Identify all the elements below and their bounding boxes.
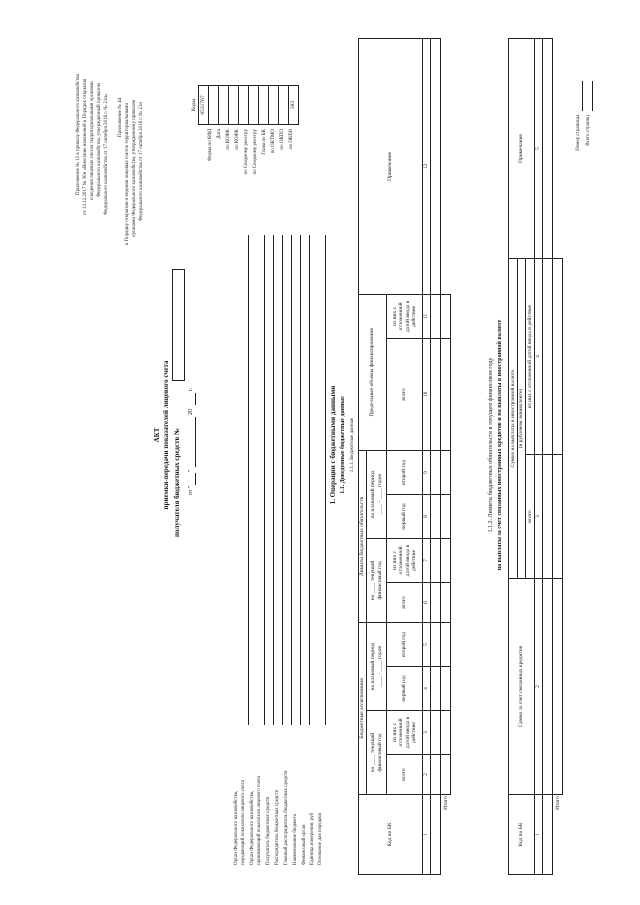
approval-line: Федерального казначейства, утвержденный приказом — [97, 83, 102, 197]
table-row[interactable] — [543, 39, 553, 875]
org-label: Финансовый орган — [302, 824, 307, 865]
section-1-1-title: 1.1. Доведенные бюджетные данные — [340, 396, 346, 494]
code-kofk-2[interactable] — [229, 86, 239, 125]
total-row-2 — [553, 39, 563, 875]
col-num: 3 — [535, 455, 543, 579]
code-date[interactable] — [209, 86, 219, 125]
column-numbers-row-2 — [535, 39, 543, 875]
code-reestr-1[interactable] — [239, 86, 249, 125]
date-mid: " — [188, 469, 194, 472]
code-label: по ОКЕИ — [289, 129, 294, 150]
col-num: 9 — [423, 450, 431, 494]
codes-header: Коды — [190, 98, 197, 112]
th-lbo-iznih: из них с отложенной датой ввода в действие — [387, 538, 423, 582]
th-note: Примечание — [359, 38, 423, 294]
approval-line: Федерального казначейства от 17 октября 2016 г. № 21н» — [104, 93, 109, 215]
th2-total: всего — [526, 455, 535, 579]
appendix-line: к Порядку открытия и ведения лицевых счетов территориальными — [125, 102, 130, 245]
th2-foreign: Сумма на выплаты в иностранной валюте — [509, 259, 518, 579]
okud-value: 0531767 — [199, 86, 209, 125]
budget-data-table — [358, 38, 451, 875]
th2-rub: (в рублевом эквиваленте) — [518, 259, 526, 579]
table-row[interactable] — [431, 38, 441, 874]
date-prefix: от " — [188, 485, 194, 495]
org-label: Орган Федерального казначейства, — [250, 790, 255, 865]
th-budget-allocations: Бюджетные ассигнования — [359, 622, 367, 794]
org-label: Главный распорядитель бюджетных средств — [284, 770, 289, 865]
col-num: 3 — [423, 711, 431, 755]
th-lbo-total: всего — [387, 582, 423, 622]
title-line-1: приемки-передачи показателей лицевого счета — [162, 360, 170, 510]
appendix-line: Федерального казначейства от 17 октября 2016 г. № 21н — [139, 101, 144, 221]
approval-line: от 13.12.2017 № 30н «Внесение изменений в Порядок открытия — [83, 78, 88, 215]
code-oktmo[interactable] — [269, 86, 279, 125]
col-num: 8 — [423, 494, 431, 538]
approval-line: и ведения лицевых счетов территориальными органами — [90, 81, 95, 200]
code-label: Глава по БК — [262, 129, 267, 155]
org-label: Единица измерения: руб — [310, 812, 315, 865]
code-label: по Сводному реестру — [244, 129, 249, 175]
th-ba-iznih: из них с отложенной датой ввода в действие — [387, 711, 423, 755]
total-pages-field[interactable] — [592, 81, 593, 111]
code-label: по ОКТМО — [271, 129, 276, 154]
org-label: принимающий показатели лицевого счета — [257, 775, 262, 865]
code-label: по КОФК — [226, 129, 231, 150]
code-kofk-1[interactable] — [219, 86, 229, 125]
akt-title: АКТ — [153, 427, 161, 443]
total-pages-label: Всего страниц — [586, 115, 591, 146]
code-label: по ОКПО — [280, 129, 285, 150]
th-lbo-year2: второй год — [387, 450, 423, 494]
org-label: Получатель бюджетных средств — [266, 796, 271, 865]
col-num: 10 — [423, 338, 431, 450]
code-label: по Сводному реестру — [253, 129, 258, 175]
code-label: Форма по КФД — [208, 129, 213, 161]
th-lbo-year1: первый год — [387, 494, 423, 538]
org-label: Орган Федерального казначейства, — [234, 790, 239, 865]
day-line — [195, 473, 196, 485]
code-label: по КОФК — [235, 129, 240, 150]
th-pof-iznih: из них с отложенной датой ввода в действие — [387, 294, 423, 338]
code-glava[interactable] — [259, 86, 269, 125]
org-label: Основание для передачи — [318, 812, 323, 865]
org-label: передающий показатели лицевого счета — [241, 779, 246, 865]
date-year-suffix: г. — [188, 387, 194, 391]
section-1-1-2-title-1: 1.1.2. Лимиты бюджетных обязательств в текущем финансовом году — [488, 357, 494, 533]
page-number-label: Номер страницы — [576, 115, 581, 151]
itogo-label-2: Итого — [554, 796, 561, 810]
col-num: 5 — [535, 39, 543, 259]
th-ba-plan: на плановый период ____ - ____ годов — [367, 622, 387, 710]
th2-kbk: Код по БК — [509, 795, 535, 875]
org-label: Распорядитель бюджетных средств — [275, 789, 280, 865]
approval-line: Приложение № 12 к приказу Федерального казначейства — [76, 74, 81, 195]
th2-note: Примечание — [509, 39, 535, 259]
col-num: 7 — [423, 538, 431, 582]
code-reestr-2[interactable] — [249, 86, 259, 125]
th-pof: Предельные объемы финансирования — [359, 294, 387, 450]
month-line — [195, 417, 196, 467]
itogo-label: Итого — [442, 796, 449, 810]
th-lbo-cur-year: на ____ текущий финансовый год — [367, 538, 387, 622]
org-label: Наименование бюджета — [293, 813, 298, 865]
linked-credits-table — [508, 38, 563, 875]
year-line — [195, 393, 196, 405]
col-num: 12 — [423, 38, 431, 294]
th-ba-total: всего — [387, 755, 423, 795]
okei-value: 383 — [289, 86, 299, 125]
codes-table — [190, 85, 299, 125]
account-number-box[interactable] — [172, 269, 185, 381]
col-num: 5 — [423, 622, 431, 666]
section-1-1-1-title: 1.1.1. Бюджетные данные — [350, 417, 355, 473]
section-1-title: 1. Операции с бюджетными данными — [329, 385, 337, 505]
th-ba-cur-year: на ____ текущий финансовый год — [367, 711, 387, 795]
date-year: 20 — [188, 409, 194, 415]
th2-iznih: из них с отложенной датой ввода в действие — [526, 259, 535, 455]
section-1-1-2-title-2: на выплаты за счет связанных иностранных кредитов и на выплаты в иностранной валюте — [497, 319, 503, 571]
page-number-field[interactable] — [582, 81, 583, 111]
th-pof-total: всего — [387, 338, 423, 450]
col-num: 6 — [423, 582, 431, 622]
code-okpo[interactable] — [279, 86, 289, 125]
col-num: 2 — [423, 755, 431, 795]
col-num: 2 — [535, 579, 543, 795]
th-ba-year2: второй год — [387, 622, 423, 666]
th2-linked: Сумма за счет связанных кредитов — [509, 579, 535, 795]
th-kbk: Код по БК — [359, 795, 423, 875]
appendix-line: Приложение № 44 — [118, 97, 123, 137]
th-lbo: Лимиты бюджетных обязательств — [359, 450, 367, 622]
col-num: 4 — [423, 667, 431, 711]
code-label: Дата — [217, 129, 222, 139]
th-ba-year1: первый год — [387, 667, 423, 711]
col-num: 11 — [423, 294, 431, 338]
th-lbo-plan: на плановый период ____ - ____ годов — [367, 450, 387, 538]
title-line-2: получателя бюджетных средств № — [173, 427, 181, 537]
col-num: 4 — [535, 259, 543, 455]
appendix-line: органами Федерального казначейства, утвержденному приказом — [132, 99, 137, 237]
total-row — [441, 38, 451, 874]
col-num: 1 — [423, 795, 431, 875]
col-num: 1 — [535, 795, 543, 875]
column-numbers-row — [423, 38, 431, 874]
